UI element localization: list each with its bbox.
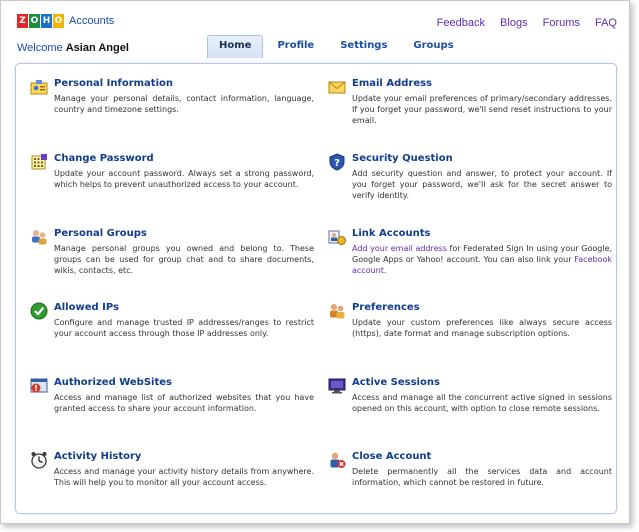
personal-information-desc: Manage your personal details, contact information, language, country and timezone settings. (54, 94, 314, 115)
personal-groups-link[interactable]: Personal Groups (54, 228, 147, 239)
close-account-desc: Delete permanently all the services data and account information, which cannot be restored in future. (352, 467, 612, 488)
main-tabs (207, 35, 468, 58)
home-panel (15, 63, 617, 514)
facebook-account-link[interactable]: Facebook account (352, 255, 612, 276)
password-keypad-icon (30, 153, 48, 171)
security-question-link[interactable]: Security Question (352, 153, 453, 164)
id-card-icon (30, 78, 48, 96)
preferences-desc: Update your custom preferences like always secure access (https), date format and manage subscription options. (352, 318, 612, 339)
tab-profile[interactable]: Profile (277, 40, 315, 51)
link-accounts-link[interactable]: Link Accounts (352, 228, 431, 239)
allowed-ips-desc: Configure and manage trusted IP addresses/ranges to restrict your account access through those IP addresses only. (54, 318, 314, 339)
zoho-logo-mark (17, 14, 65, 28)
change-password-desc: Update your account password. Always set a strong password, which helps to prevent unauthorized access to your account. (54, 169, 314, 190)
tab-home[interactable]: Home (207, 35, 263, 58)
tab-groups[interactable]: Groups (413, 40, 454, 51)
group-users-icon (30, 228, 48, 246)
zoho-logo[interactable] (17, 14, 114, 28)
logo-letter: O (54, 16, 63, 26)
clock-icon (30, 451, 48, 469)
forums-link[interactable]: Forums (542, 17, 580, 29)
blogs-link[interactable]: Blogs (500, 17, 528, 29)
preferences-link[interactable]: Preferences (352, 302, 420, 313)
link-accounts-desc (352, 243, 612, 277)
top-links (425, 17, 617, 29)
authorized-websites-link[interactable]: Authorized WebSites (54, 377, 172, 388)
allowed-ips-link[interactable]: Allowed IPs (54, 302, 119, 313)
user-name: Asian Angel (65, 42, 129, 54)
link-accounts-desc-end: . (383, 266, 387, 276)
link-accounts-desc-text: for Federated Sign In using your Google, Google Apps or Yahoo! account. You can also link your (352, 244, 612, 265)
logo-letter: O (30, 16, 39, 26)
activity-history-link[interactable]: Activity History (54, 451, 142, 462)
app-name: Accounts (69, 15, 115, 27)
activity-history-desc: Access and manage your activity history details from anywhere. This will help you to monitor all your account access. (54, 467, 314, 488)
svg-text:?: ? (334, 158, 340, 169)
security-shield-icon (328, 153, 346, 171)
personal-groups-desc: Manage personal groups you owned and belong to. These groups can be used for group chat and to share documents, wikis, contacts, etc. (54, 244, 314, 276)
check-shield-icon (30, 302, 48, 320)
welcome-message (17, 42, 129, 54)
active-sessions-desc: Access and manage all the concurrent active signed in sessions opened on this account, with option to close remote sessions. (352, 393, 612, 414)
envelope-icon (328, 78, 346, 96)
faq-link[interactable]: FAQ (594, 17, 617, 29)
email-address-desc: Update your email preferences of primary/secondary addresses. If you forget your password, we'll send reset instructions to your email. (352, 94, 612, 126)
security-question-desc: Add security question and answer, to protect your account. If you forget your password, we'll ask for the secret answer to verify identity. (352, 169, 612, 201)
link-users-icon (328, 228, 346, 246)
change-password-link[interactable]: Change Password (54, 153, 154, 164)
close-account-link[interactable]: Close Account (352, 451, 432, 462)
close-account-icon (328, 451, 346, 469)
tab-settings[interactable]: Settings (340, 40, 388, 51)
sessions-monitor-icon (328, 377, 346, 395)
preferences-users-icon (328, 302, 346, 320)
website-window-icon (30, 377, 48, 395)
logo-letter: H (42, 16, 51, 26)
authorized-websites-desc: Access and manage list of authorized websites that you have granted access to share your account information. (54, 393, 314, 414)
active-sessions-link[interactable]: Active Sessions (352, 377, 440, 388)
email-address-link[interactable]: Email Address (352, 78, 433, 89)
personal-information-link[interactable]: Personal Information (54, 78, 173, 89)
logo-letter: Z (17, 14, 28, 28)
welcome-prefix: Welcome (17, 42, 63, 54)
add-email-address-link[interactable]: Add your email address (352, 244, 447, 253)
feedback-link[interactable]: Feedback (436, 17, 485, 29)
